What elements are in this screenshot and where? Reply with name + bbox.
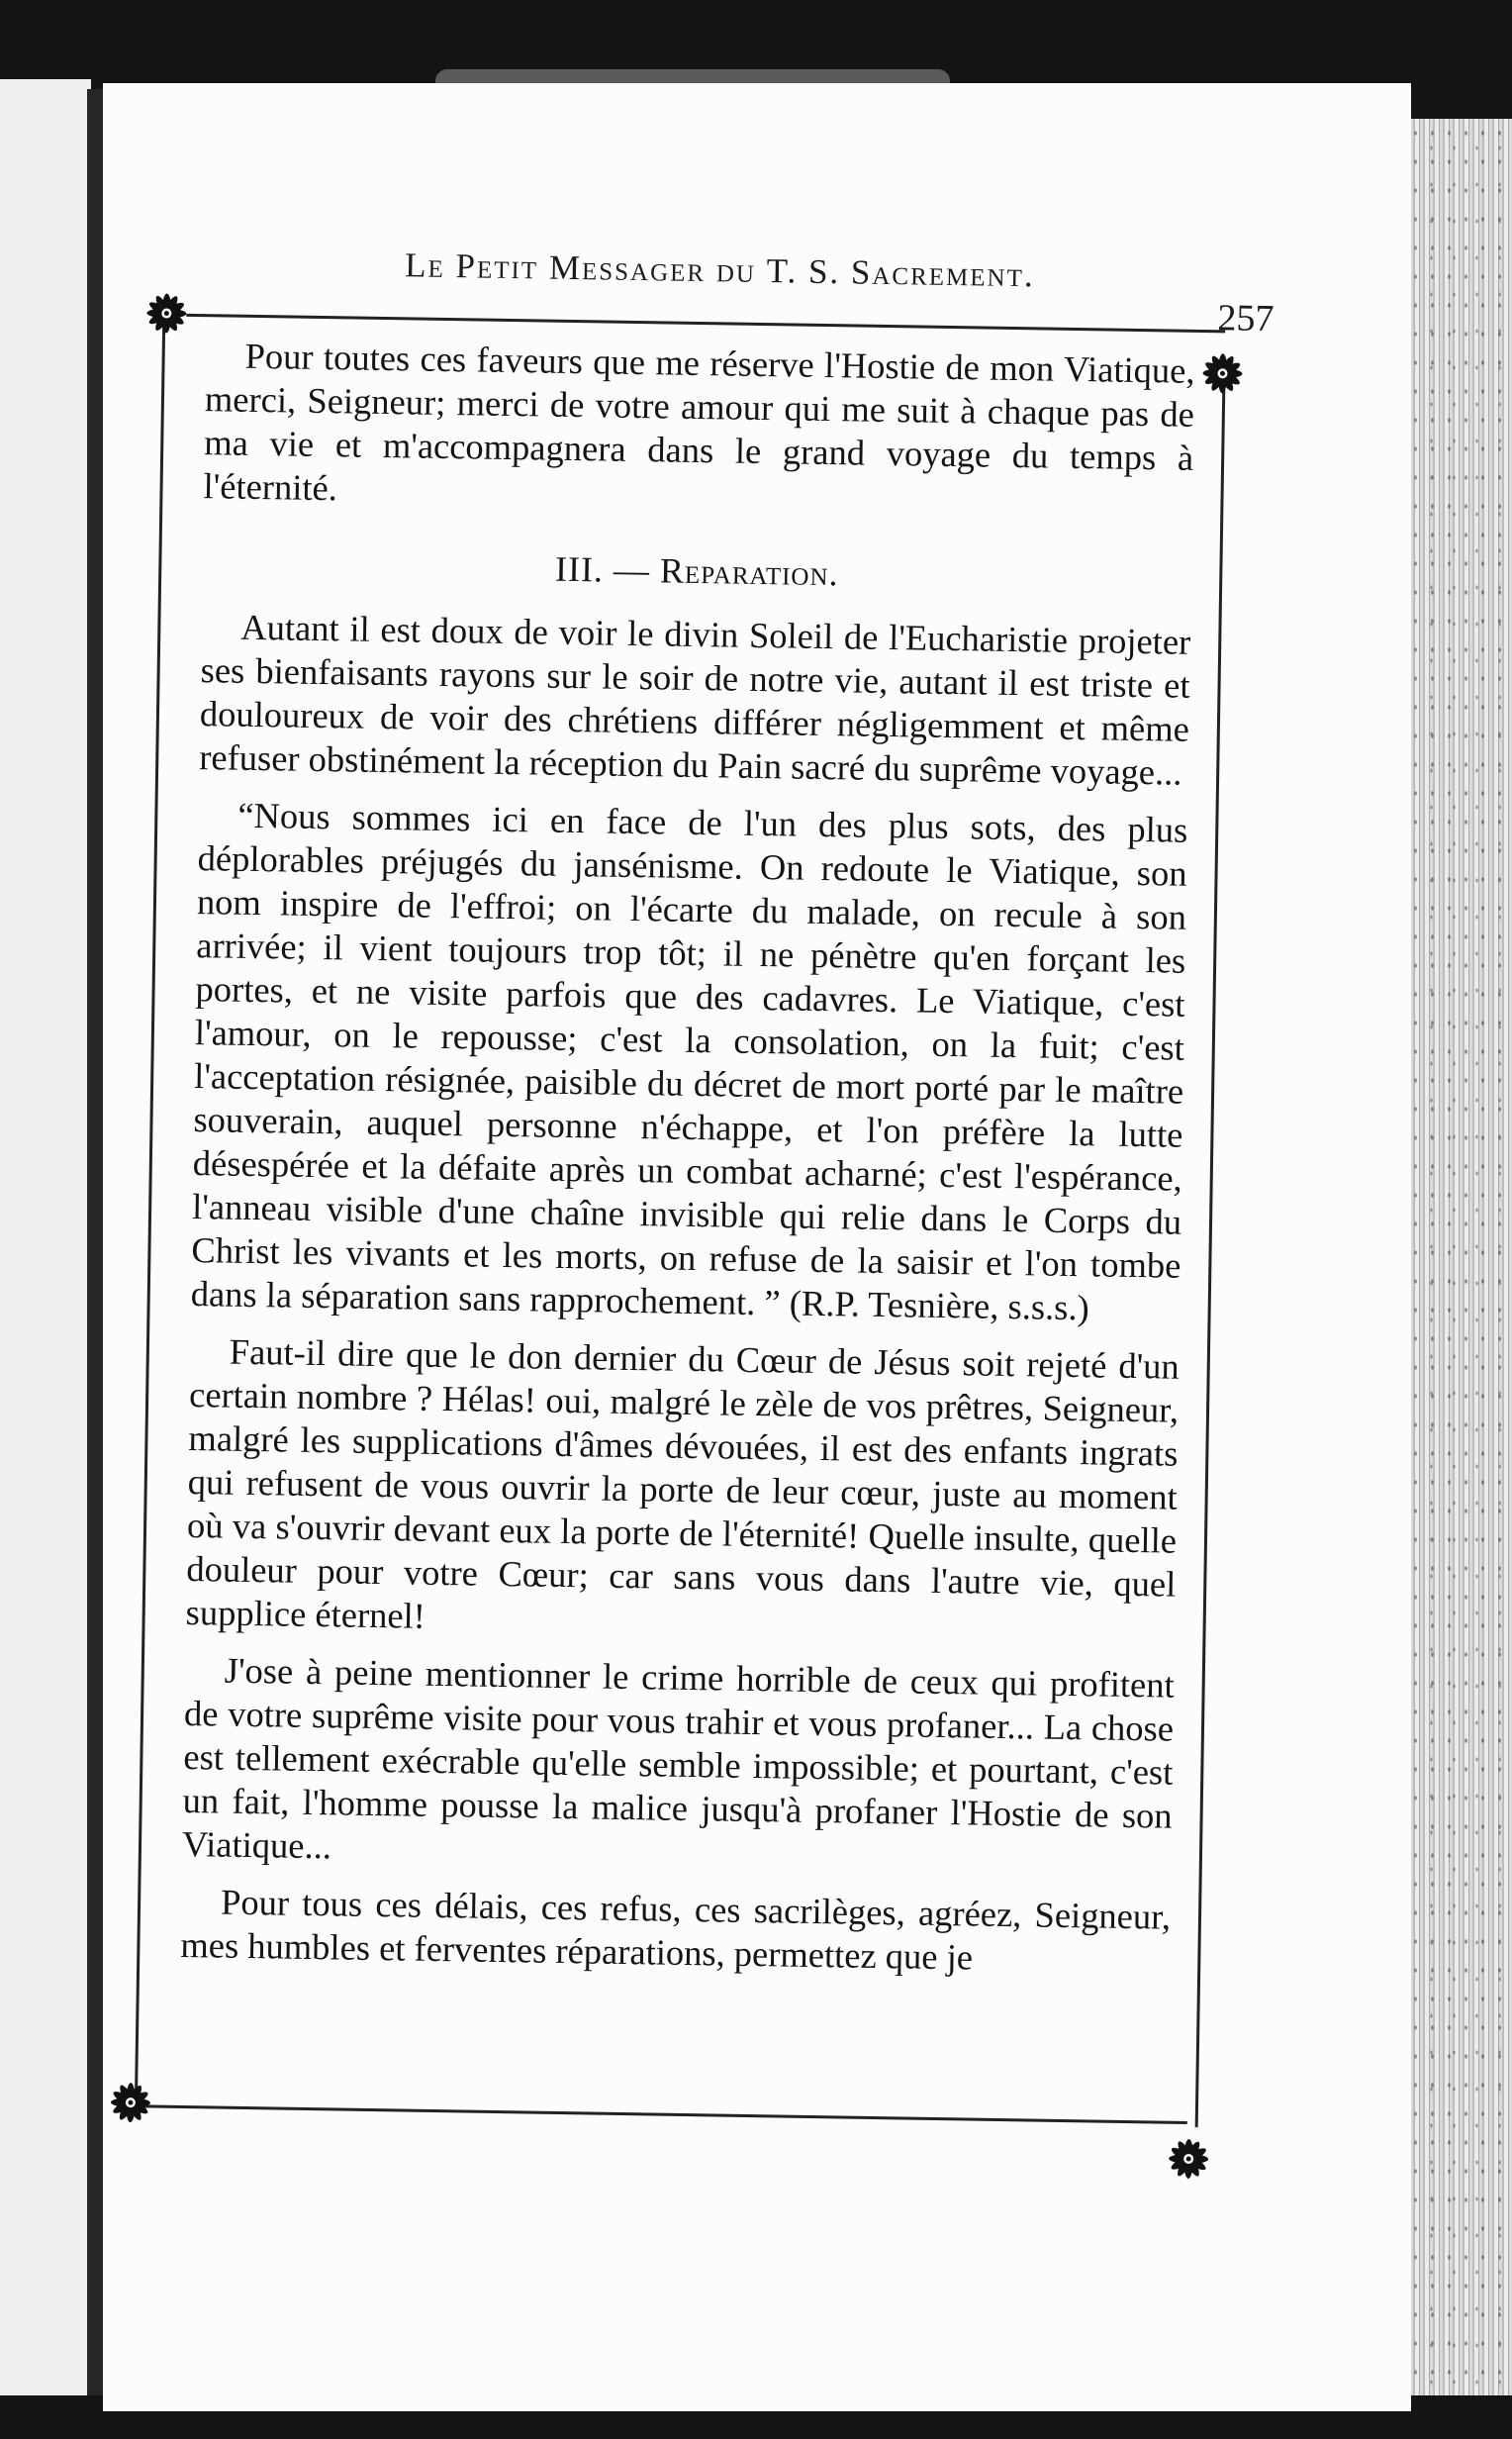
right-rule bbox=[1195, 375, 1226, 2127]
book-page bbox=[103, 83, 1411, 2411]
section-heading bbox=[202, 541, 1192, 601]
paragraph: Pour toutes ces faveurs que me réserve l'Hostie de mon Viatique, merci, Seigneur; merci de votre amour qui me suit à chaque pas de ma vie et m'accompagnera dans le grand voyage du temps à l'éternité. bbox=[203, 335, 1195, 509]
section-number: III. — bbox=[554, 548, 651, 591]
rosette-ornament-icon bbox=[1198, 349, 1247, 398]
bottom-rule bbox=[129, 2104, 1187, 2124]
rosette-ornament-icon bbox=[1165, 2135, 1213, 2184]
running-title-word: du bbox=[715, 250, 757, 290]
running-title-word: Messager bbox=[548, 247, 707, 290]
rosette-ornament-icon bbox=[142, 289, 191, 338]
paragraph: J'ose à peine mentionner le crime horrible de ceux qui profitent de votre suprême visite pour vous trahir et vous profaner... La chose est tellement exécrable qu'elle semble impossible; et pourtant, c'est un fait, l'homme pousse la malice jusqu'à profaner l'Hostie de son Viatique... bbox=[181, 1649, 1176, 1867]
top-rule bbox=[186, 314, 1225, 333]
running-title-word: T. S. bbox=[766, 251, 841, 292]
running-title-word: Sacrement. bbox=[850, 252, 1035, 295]
running-title-word: Le bbox=[404, 245, 446, 285]
page-body-text bbox=[180, 334, 1195, 1997]
running-title bbox=[405, 245, 1217, 298]
paragraph: Faut-il dire que le don dernier du Cœur de Jésus soit rejeté d'un certain nombre ? Hélas! oui, malgré le zèle de vos prêtres, Seigneur, malgré les supplications d'âmes dévouées, il est des enfants ingrats qui refusent de vous ouvrir la porte de leur cœur, juste au moment où va s'ouvrir devant eux la porte de l'éternité! Quelle insulte, quelle douleur pour votre Cœur; car sans vous dans l'autre vie, quel supplice éternel! bbox=[185, 1330, 1181, 1636]
adjacent-page-edge bbox=[0, 79, 91, 2395]
paragraph: “Nous sommes ici en face de l'un des plus sots, des plus déplorables préjugés du jansénisme. On redoute le Viatique, son nom inspire de l'effroi; on l'écarte du malade, on recule à son arrivée; il vient toujours trop tôt; il ne pénètre qu'en forçant les portes, et ne visite parfois que des cadavres. Le Viatique, c'est l'amour, on le repousse; c'est la consolation, on la fuit; c'est l'acceptation résignée, paisible du décret de mort porté par le maître souverain, auquel personne n'échappe, et l'on préfère la lutte désespérée et la défaite après un combat acharné; c'est l'espérance, l'anneau visible d'une chaîne invisible qui relie dans le Corps du Christ les vivants et les morts, on refuse de la saisir et l'on tombe dans la séparation sans rapprochement. ” (R.P. Tesnière, s.s.s.) bbox=[190, 794, 1188, 1328]
section-title: Reparation. bbox=[659, 550, 839, 594]
rosette-ornament-icon bbox=[107, 2079, 155, 2127]
running-title-word: Petit bbox=[455, 246, 539, 287]
page-number: 257 bbox=[1217, 297, 1275, 341]
left-rule bbox=[135, 326, 165, 2098]
paragraph: Pour tous ces délais, ces refus, ces sacrilèges, agréez, Seigneur, mes humbles et ferventes réparations, permettez que je bbox=[180, 1881, 1172, 1978]
paragraph: Autant il est doux de voir le divin Soleil de l'Eucharistie projeter ses bienfaisants rayons sur le soir de notre vie, autant il est triste et douloureux de voir des chrétiens différer négligemment et même refuser obstinément la réception du Pain sacré du suprême voyage... bbox=[198, 606, 1191, 793]
